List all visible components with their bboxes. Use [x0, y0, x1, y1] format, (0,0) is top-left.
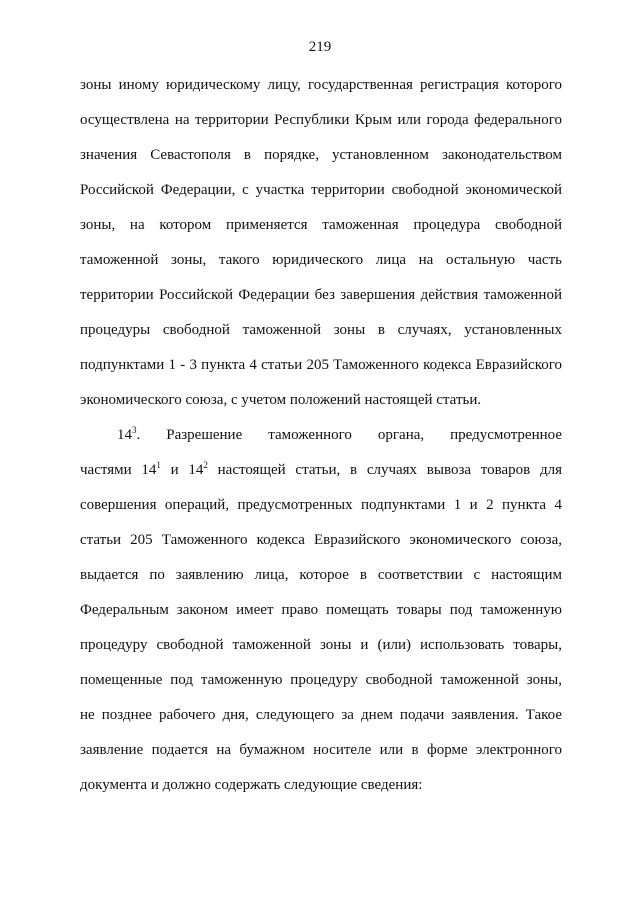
superscript: 3 — [132, 425, 137, 435]
text-line: документа и должно содержать следующие сведения: — [80, 777, 423, 793]
paragraph-first-line — [117, 426, 562, 444]
page-number: 219 — [308, 39, 332, 55]
text-line: процедуры свободной таможенной зоны в случаях, установленных — [80, 322, 562, 338]
text-fragment: настоящей статьи, в случаях вывоза товаров для — [207, 462, 563, 478]
text-line: заявление подается на бумажном носителе или в форме электронного — [80, 742, 562, 758]
text-fragment: . Разрешение таможенного органа, предусмотренное — [136, 427, 562, 443]
text-fragment: и 14 — [160, 462, 204, 478]
text-line: статьи 205 Таможенного кодекса Евразийского экономического союза, — [80, 532, 562, 548]
text-line: территории Российской Федерации без завершения действия таможенной — [80, 287, 562, 303]
paragraph-number: 14 — [117, 427, 132, 443]
text-line: процедуру свободной таможенной зоны и (или) использовать товары, — [80, 637, 562, 653]
superscript: 1 — [156, 460, 161, 470]
text-line: подпунктами 1 - 3 пункта 4 статьи 205 Таможенного кодекса Евразийского — [80, 357, 562, 373]
text-line: Российской Федерации, с участка территории свободной экономической — [80, 182, 562, 198]
text-line: зоны иному юридическому лицу, государственная регистрация которого — [80, 77, 562, 93]
text-line: таможенной зоны, такого юридического лица на остальную часть — [80, 252, 562, 268]
text-line: значения Севастополя в порядке, установленном законодательством — [80, 147, 562, 163]
text-line: Федеральным законом имеет право помещать товары под таможенную — [80, 602, 562, 618]
text-line: выдается по заявлению лица, которое в соответствии с настоящим — [80, 567, 562, 583]
text-line: совершения операций, предусмотренных подпунктами 1 и 2 пункта 4 — [80, 497, 562, 513]
text-line: помещенные под таможенную процедуру свободной таможенной зоны, — [80, 672, 562, 688]
text-line: осуществлена на территории Республики Крым или города федерального — [80, 112, 562, 128]
text-fragment: частями 14 — [80, 462, 157, 478]
text-line: зоны, на котором применяется таможенная процедура свободной — [80, 217, 562, 233]
text-line — [80, 461, 562, 479]
text-line: не позднее рабочего дня, следующего за днем подачи заявления. Такое — [80, 707, 562, 723]
superscript: 2 — [203, 460, 208, 470]
text-line: экономического союза, с учетом положений настоящей статьи. — [80, 392, 482, 408]
